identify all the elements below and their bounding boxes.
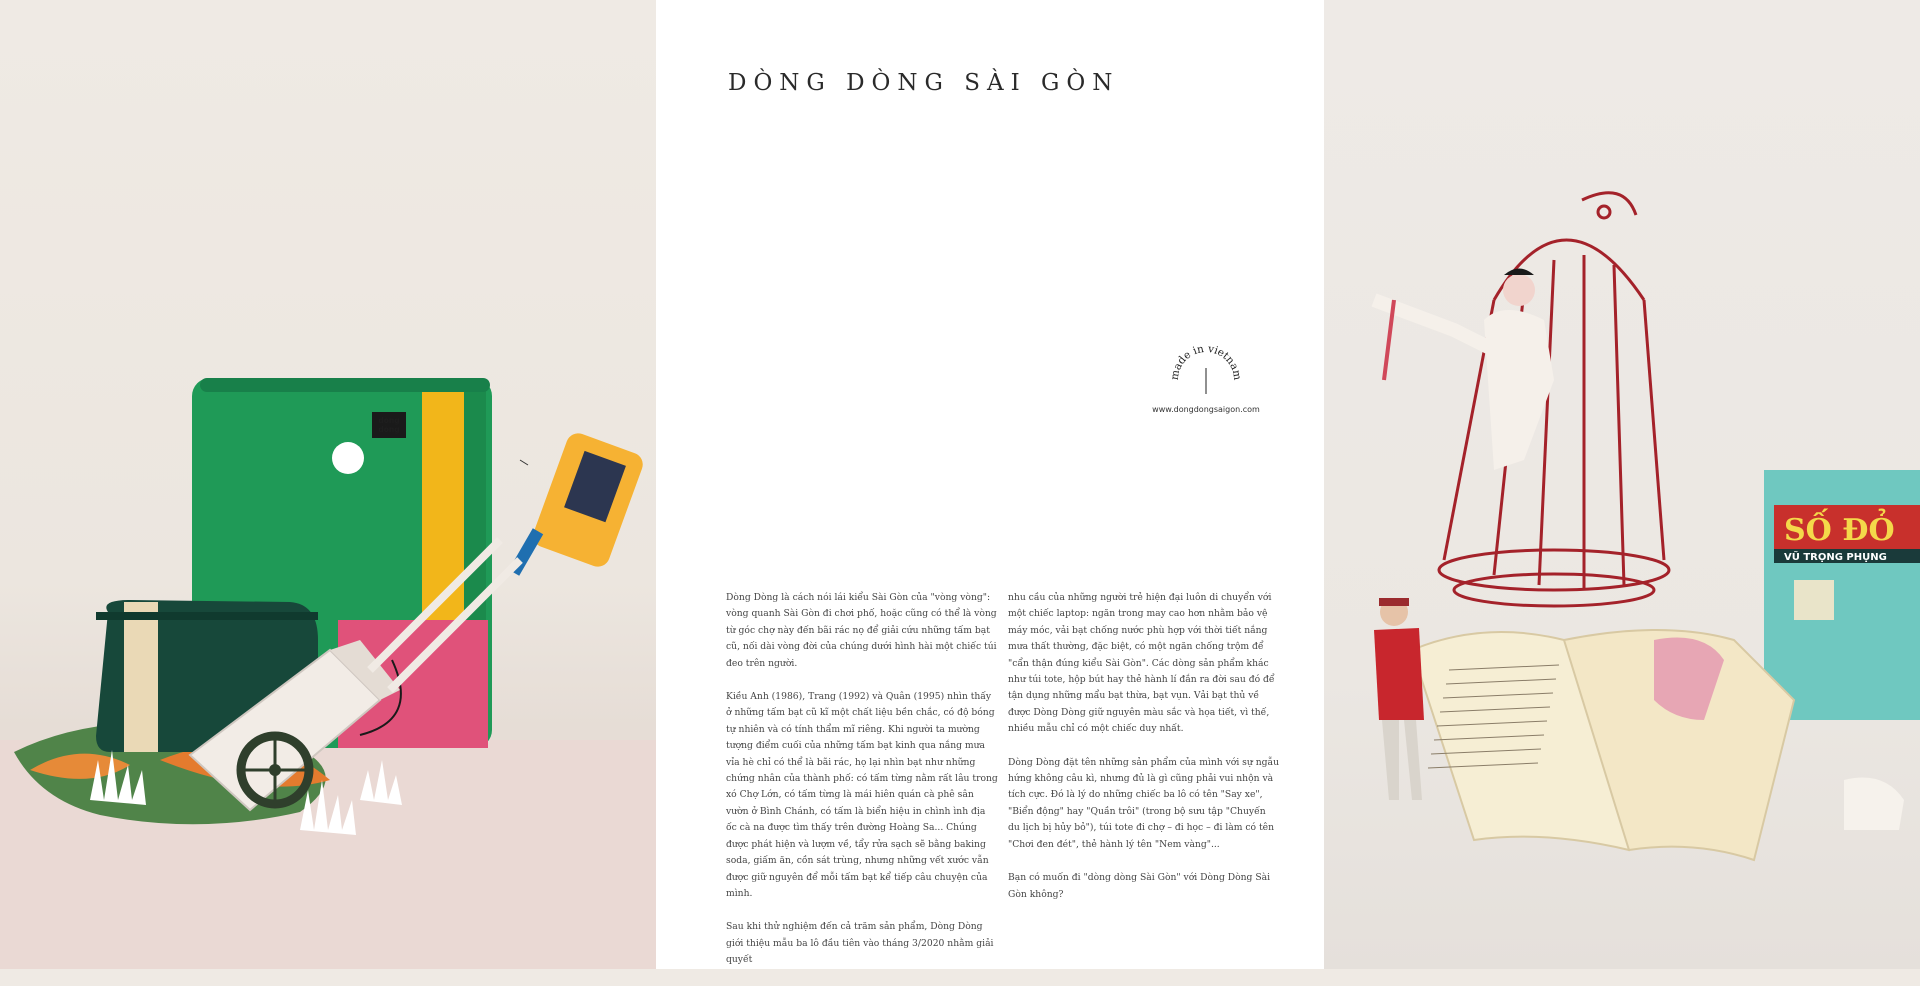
backpack-brand-label-line1: dòng [378,416,400,425]
luggage-tag [509,430,646,576]
paper-figure-dancer [1374,269,1554,471]
paper-figure-man [1374,598,1424,800]
article-page [656,0,1324,969]
book-illustration [1324,0,1920,969]
paragraph: Dòng Dòng đặt tên những sản phẩm của mình với sự ngẫu hứng không câu kì, nhưng đủ là gì cũng phải vui nhộn và tích cực. Đó là lý do những chiếc ba lô có tên "Say xe", "Biển động" hay "Quần trôi" (trong bộ sưu tập "Chuyến du lịch bị hủy bỏ"), túi tote đi chợ – đi học – đi làm có tên "Chơi đen đét", thẻ hành lý tên "Nem vàng"... [1008,756,1280,850]
right-book-photo [1324,0,1920,969]
bird-cage [1439,193,1669,606]
paragraph: Sau khi thử nghiệm đến cả trăm sản phẩm, Dòng Dòng giới thiệu mẫu ba lô đầu tiên vào tháng 3/2020 nhằm giải quyết [726,921,994,966]
paragraph: Kiều Anh (1986), Trang (1992) và Quân (1995) nhìn thấy ở những tấm bạt cũ kĩ một chất liệu bền chắc, có độ bóng tự nhiên và có tính thẩm mĩ riêng. Khi người ta mường tượng điểm cuối của những tấm bạt kinh qua nắng mưa vỉa hè chỉ có thể là bãi rác, họ lại nhìn bạt như những chứng nhân của thành phố: có tấm từng nằm rất lâu trong xó Chợ Lớn, có tấm từng là mái hiên quán cà phê sân vườn ở Bình Chánh, có tấm là biển hiệu in chình ình địa ốc cà na được tìm thấy trên đường Hoàng Sa... Chúng được phát hiện và lượm về, tẩy rửa sạch sẽ bằng baking soda, giấm ăn, cồn sát trùng, nhưng những vết xước vẫn được giữ nguyên để mỗi tấm bạt kể tiếp câu chuyện của mình. [726,691,998,899]
backpack-brand-label-line2: dòng [378,425,400,434]
product-illustration [0,0,656,969]
article-column-1 [726,590,998,986]
paper-dog [1844,778,1904,831]
book-cover [1764,470,1920,720]
paragraph: nhu cầu của những người trẻ hiện đại luôn di chuyển với một chiếc laptop: ngăn trong may cao hơn nhằm bảo vệ máy móc, vải bạt chống nước phù hợp với thời tiết nắng mưa thất thường, đặc biệt, có một ngăn chống trộm để "cẩn thận đúng kiểu Sài Gòn". Các dòng sản phẩm khác như túi tote, hộp bút hay thẻ hành lí đắn ra đời sau đó để tận dụng những mẩu bạt thừa, bạt vụn. Vải bạt thủ về được Dòng Dòng giữ nguyên màu sắc và họa tiết, vì thế, nhiều mẫu chỉ có một chiếc duy nhất. [1008,592,1275,735]
paragraph: Bạn có muốn đi "dòng dòng Sài Gòn" với Dòng Dòng Sài Gòn không? [1008,872,1271,900]
open-book [1412,630,1794,860]
article-column-2 [1008,590,1280,920]
book-cover-author: VŨ TRỌNG PHỤNG [1784,552,1887,563]
stamp-arc-text: made in vietnam [1168,342,1244,381]
website-url: www.dongdongsaigon.com [1152,405,1260,414]
page-title: DÒNG DÒNG SÀI GÒN [728,70,1120,96]
left-product-photo [0,0,656,969]
book-cover-title: SỐ ĐỎ [1784,513,1895,548]
made-in-vietnam-stamp [1136,330,1276,430]
paragraph: Dòng Dòng là cách nói lái kiểu Sài Gòn của "vòng vòng": vòng quanh Sài Gòn đi chơi phố, hoặc cũng có thể là vòng từ góc chợ này đến bãi rác nọ để giải cứu những tấm bạt cũ, nối dài vòng đời của chúng dưới hình hài một chiếc túi đeo trên người. [726,592,997,669]
stamp-graphic [1136,330,1276,410]
